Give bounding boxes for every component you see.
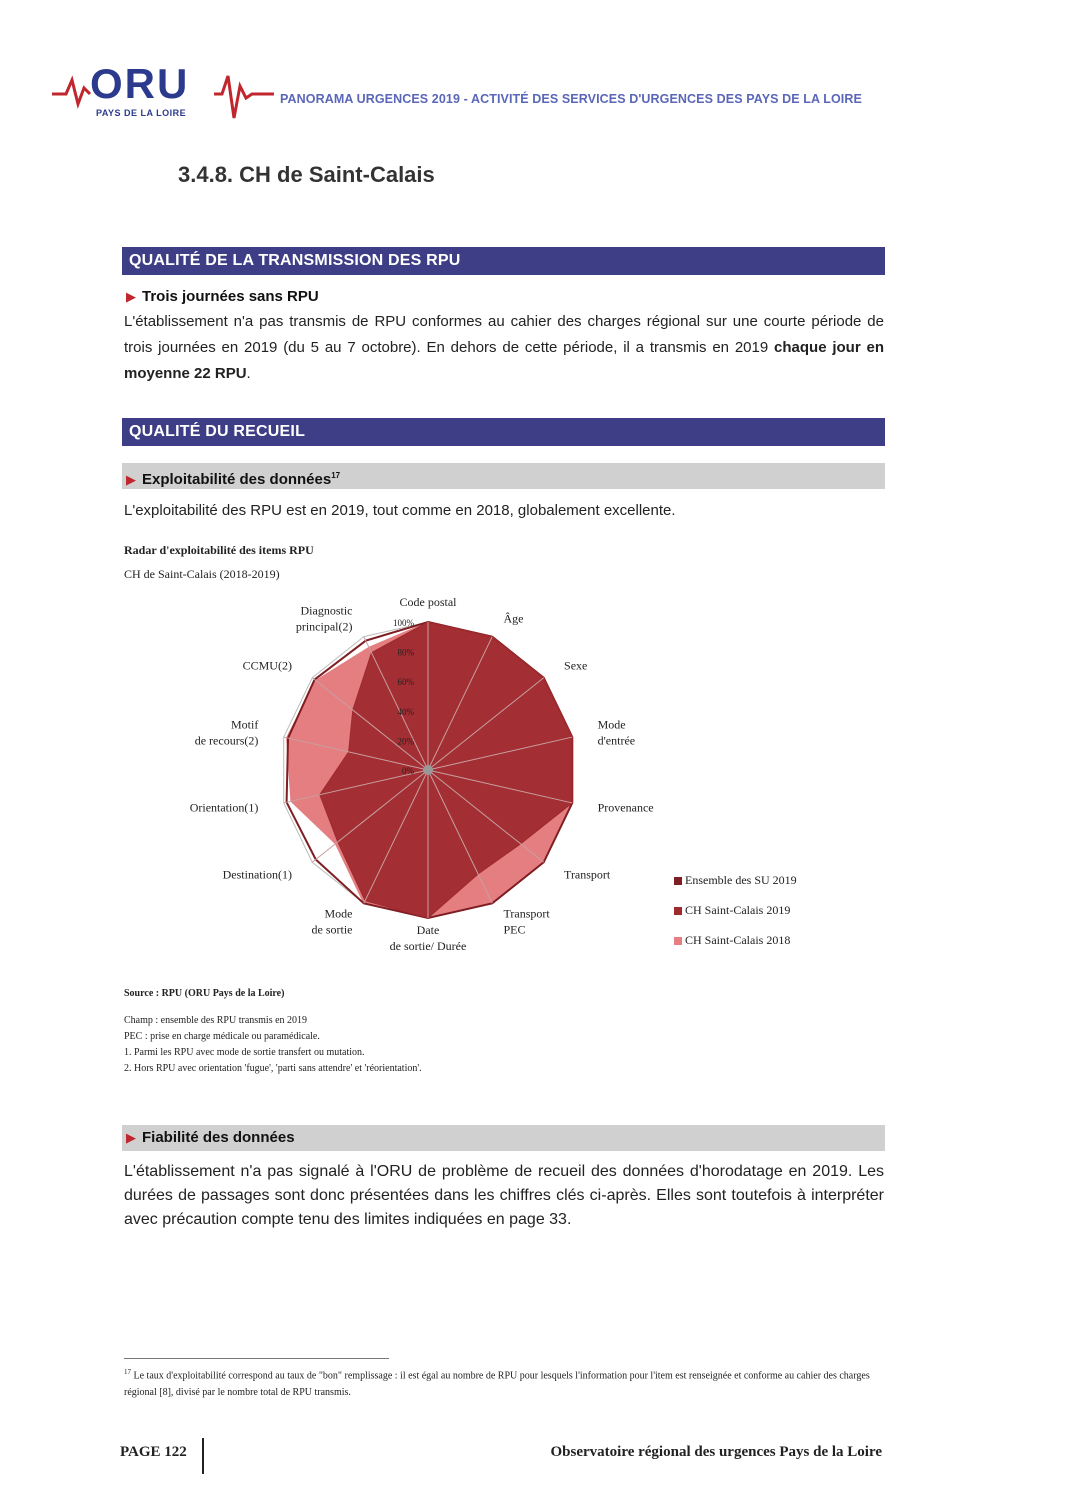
text-part: L'établissement n'a pas transmis de RPU conformes au cahier des charges régional sur une courte période de trois journées en 2019 (du 5 au 7 octobre). En dehors de cette période, il a transmis en 2019 (124, 313, 884, 356)
footnote-ref: 17 (331, 471, 341, 480)
radar-chart (160, 596, 680, 966)
radar-axis-label: CCMU(2) (242, 658, 292, 673)
legend-item-2018 (674, 933, 790, 948)
header-title: PANORAMA URGENCES 2019 - ACTIVITÉ DES SERVICES D'URGENCES DES PAYS DE LA LOIRE (280, 92, 862, 106)
legend-label: CH Saint-Calais 2019 (685, 903, 791, 917)
radar-tick-label: 100% (393, 618, 414, 628)
footnote-divider (124, 1358, 389, 1359)
footer-divider (202, 1438, 204, 1474)
chart-subtitle: CH de Saint-Calais (2018-2019) (124, 567, 280, 581)
page-header (52, 58, 932, 128)
legend-swatch (674, 877, 682, 885)
chart-source: Source : RPU (ORU Pays de la Loire) (124, 988, 285, 999)
transmission-paragraph (124, 309, 884, 387)
radar-center (423, 765, 433, 775)
section-heading: 3.4.8. CH de Saint-Calais (178, 162, 435, 187)
radar-axis-label: Mode d'entrée (597, 717, 636, 748)
note-1: 1. Parmi les RPU avec mode de sortie transfert ou mutation. (124, 1047, 365, 1058)
text-part: . (246, 365, 251, 382)
logo-word: ORU (90, 60, 190, 107)
radar-tick-label: 80% (397, 647, 414, 658)
radar-axis-label: Transport PEC (503, 906, 550, 937)
subsection-fiabilite (122, 1125, 885, 1151)
section-band-transmission: QUALITÉ DE LA TRANSMISSION DES RPU (122, 247, 885, 275)
note-champ: Champ : ensemble des RPU transmis en 2019 (124, 1015, 308, 1026)
legend-item-ensemble (674, 873, 797, 888)
radar-axis-label: Motif de recours(2) (194, 717, 259, 748)
radar-axis-label: Transport (564, 867, 611, 882)
triangle-bullet-icon: ▶ (126, 289, 136, 304)
triangle-bullet-icon: ▶ (126, 472, 136, 487)
triangle-bullet-icon: ▶ (126, 1130, 136, 1145)
legend-item-2019 (674, 903, 790, 918)
footer-organization: Observatoire régional des urgences Pays de la Loire (550, 1444, 882, 1460)
radar-axis-label: Orientation(1) (189, 800, 259, 815)
radar-axis-label: Date de sortie/ Durée (389, 923, 467, 953)
subsection-label: Fiabilité des données (142, 1129, 295, 1146)
legend-swatch (674, 937, 682, 945)
section-band-recueil: QUALITÉ DU RECUEIL (122, 418, 885, 446)
radar-axis-label: Provenance (597, 800, 654, 815)
oru-logo (52, 58, 277, 124)
chart-notes (124, 1013, 422, 1077)
radar-axis-label: Sexe (564, 658, 588, 673)
legend-label: Ensemble des SU 2019 (685, 873, 797, 887)
radar-axis-label: Destination(1) (222, 867, 292, 882)
radar-tick-label: 60% (397, 677, 414, 688)
logo-subtitle: PAYS DE LA LOIRE (96, 108, 187, 118)
page-number: PAGE 122 (120, 1444, 187, 1460)
legend-swatch (674, 907, 682, 915)
recueil-paragraph: L'exploitabilité des RPU est en 2019, tout comme en 2018, globalement excellente. (124, 502, 676, 519)
note-2: 2. Hors RPU avec orientation 'fugue', 'parti sans attendre' et 'réorientation'. (124, 1063, 422, 1074)
subsection-label: Exploitabilité des données (142, 471, 332, 488)
radar-axis-label: Diagnostic principal(2) (295, 603, 353, 634)
subsection-sans-rpu (126, 288, 319, 305)
radar-tick-label: 0% (402, 766, 414, 776)
subsection-label: Trois journées sans RPU (142, 288, 319, 305)
footnote (124, 1364, 884, 1401)
chart-title: Radar d'exploitabilité des items RPU (124, 543, 314, 557)
text-bold: chaque jour en moyenne 22 RPU (124, 339, 884, 382)
footnote-number: 17 (124, 1368, 131, 1376)
subsection-exploitabilite (122, 463, 885, 489)
radar-axis-label: Mode de sortie (311, 906, 353, 937)
fiabilite-paragraph: L'établissement n'a pas signalé à l'ORU de problème de recueil des données d'horodatage en 2019. Les durées de passages sont donc présentées dans les chiffres clés ci-après. Elles sont toutefois à interpréter avec précaution compte tenu des limites indiquées en page 33. (124, 1163, 884, 1228)
note-pec: PEC : prise en charge médicale ou paramédicale. (124, 1031, 320, 1042)
footnote-text: Le taux d'exploitabilité correspond au taux de "bon" remplissage : il est égal au nombre de RPU pour lesquels l'information pour l'item est renseignée et conforme au cahier des charges régional [8], divisé par le nombre total de RPU transmis. (124, 1370, 870, 1399)
radar-tick-label: 20% (397, 736, 414, 747)
radar-axis-label: Âge (503, 611, 524, 626)
legend-label: CH Saint-Calais 2018 (685, 933, 791, 947)
radar-tick-label: 40% (397, 706, 414, 717)
radar-axis-label: Code postal (399, 596, 457, 609)
